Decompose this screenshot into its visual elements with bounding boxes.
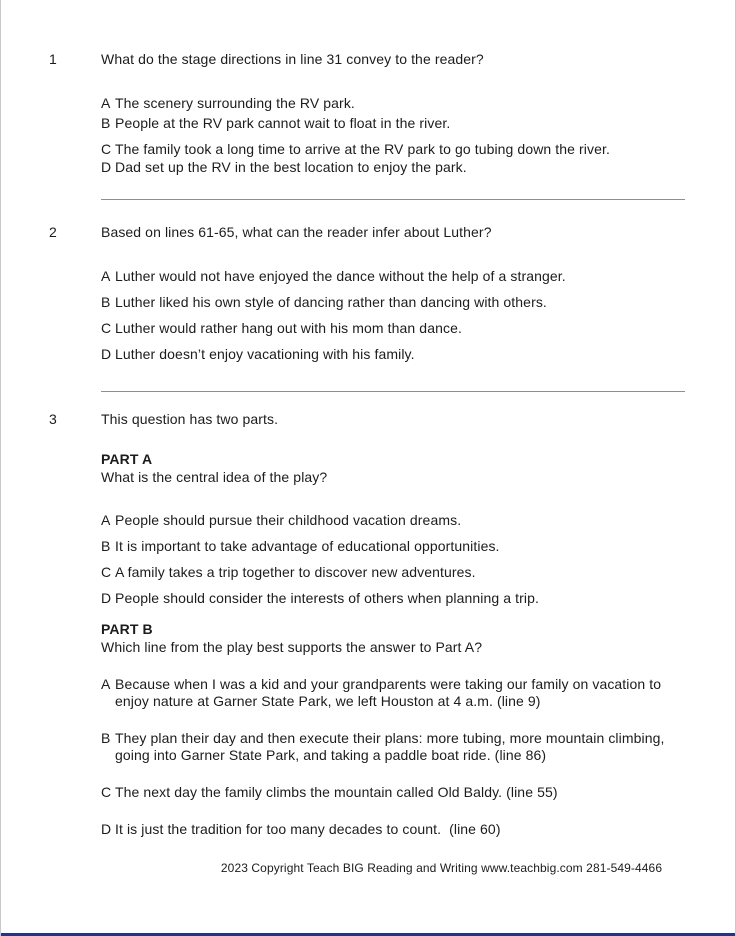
option-text: A family takes a trip together to discover new adventures. (115, 564, 476, 580)
option-letter: D (101, 821, 112, 837)
answer-option-2c (101, 319, 686, 337)
question-1-body (101, 50, 686, 184)
answer-option-3b-d (101, 821, 686, 838)
answer-option-3b-c (101, 784, 686, 801)
option-letter: C (101, 320, 112, 336)
option-letter: B (101, 538, 111, 554)
copyright-footer: 2023 Copyright Teach BIG Reading and Writing www.teachbig.com 281-549-4466 (220, 861, 663, 875)
option-letter: B (101, 294, 111, 310)
option-letter: B (101, 115, 111, 131)
option-text: It is just the tradition for too many decades to count. (line 60) (115, 821, 501, 837)
answer-option-3b-b (101, 730, 686, 764)
answer-option-3a-a (101, 511, 686, 529)
answer-option-3a-c (101, 563, 686, 581)
answer-option-2b (101, 293, 686, 311)
option-text: People should consider the interests of others when planning a trip. (115, 590, 539, 606)
question-2-options (101, 267, 686, 363)
question-divider (101, 199, 685, 200)
question-3-prompt: This question has two parts. (101, 411, 279, 427)
option-letter: C (101, 141, 112, 157)
question-3-number: 3 (49, 411, 57, 427)
part-b-question: Which line from the play best supports the answer to Part A? (101, 639, 483, 655)
answer-option-1d (101, 158, 686, 176)
option-text: Because when I was a kid and your grandparents were taking our family on vacation to enjoy nature at Garner State Park, we left Houston at 4 a.m. (line 9) (115, 676, 666, 709)
answer-option-3b-a (101, 676, 686, 710)
part-a-question: What is the central idea of the play? (101, 469, 328, 485)
question-1-prompt: What do the stage directions in line 31 convey to the reader? (101, 51, 484, 67)
part-b-label: PART B (101, 621, 153, 637)
answer-option-1a (101, 94, 686, 112)
answer-option-3a-b (101, 537, 686, 555)
option-letter: C (101, 784, 112, 800)
option-letter: A (101, 512, 111, 528)
option-text: Dad set up the RV in the best location to enjoy the park. (115, 159, 467, 175)
option-text: They plan their day and then execute their plans: more tubing, more mountain climbing, going into Garner State Park, and taking a paddle boat ride. (line 86) (115, 730, 669, 763)
question-3 (49, 410, 685, 858)
answer-option-1c (101, 140, 686, 158)
question-3-body (101, 410, 686, 858)
question-2-prompt: Based on lines 61-65, what can the reader infer about Luther? (101, 224, 492, 240)
option-text: Luther liked his own style of dancing rather than dancing with others. (115, 294, 547, 310)
option-text: People should pursue their childhood vacation dreams. (115, 512, 462, 528)
part-a-options (101, 511, 686, 607)
answer-option-3a-d (101, 589, 686, 607)
option-letter: D (101, 590, 112, 606)
answer-option-2a (101, 267, 686, 285)
answer-option-1b (101, 114, 686, 132)
page-content (1, 0, 735, 876)
question-3-part-b (101, 620, 686, 838)
option-text: It is important to take advantage of educational opportunities. (115, 538, 500, 554)
part-a-label: PART A (101, 451, 153, 467)
option-text: The next day the family climbs the mountain called Old Baldy. (line 55) (115, 784, 558, 800)
option-text: Luther would rather hang out with his mom than dance. (115, 320, 462, 336)
option-text: People at the RV park cannot wait to float in the river. (115, 115, 451, 131)
option-text: Luther doesn’t enjoy vacationing with his family. (115, 346, 415, 362)
question-2 (49, 223, 685, 371)
option-letter: A (101, 676, 111, 692)
part-b-options (101, 676, 686, 838)
question-1-number: 1 (49, 51, 57, 67)
answer-option-2d (101, 345, 686, 363)
question-2-body (101, 223, 686, 371)
option-letter: A (101, 95, 111, 111)
question-1 (49, 50, 685, 184)
question-1-options (101, 94, 686, 176)
question-2-number: 2 (49, 224, 57, 240)
option-letter: A (101, 268, 111, 284)
option-letter: D (101, 159, 112, 175)
option-letter: B (101, 730, 111, 746)
question-3-part-a (101, 450, 686, 607)
option-text: Luther would not have enjoyed the dance without the help of a stranger. (115, 268, 566, 284)
option-text: The scenery surrounding the RV park. (115, 95, 355, 111)
option-text: The family took a long time to arrive at the RV park to go tubing down the river. (115, 141, 610, 157)
option-letter: C (101, 564, 112, 580)
option-letter: D (101, 346, 112, 362)
question-divider (101, 391, 685, 392)
